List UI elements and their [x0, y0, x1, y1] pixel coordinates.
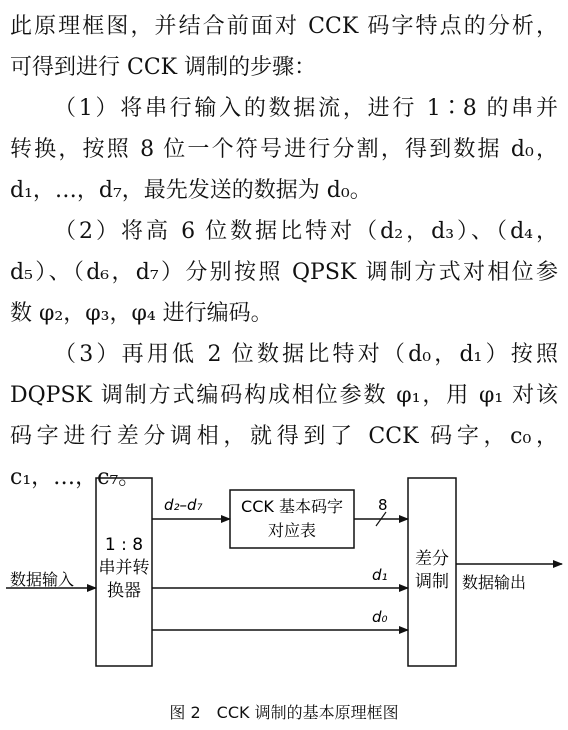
- text-line: d₅）、（d₆，d₇）分别按照 QPSK 调制方式对相位参: [10, 260, 558, 285]
- body-text: [10, 6, 558, 498]
- step-3-line: （3）再用低 2 位数据比特对（d₀，d₁）按照: [54, 342, 558, 367]
- converter-ratio-label: 1 : 8: [104, 535, 144, 555]
- d2-d7-label: d₂–d₇: [164, 496, 203, 514]
- text-line: 转换，按照 8 位一个符号进行分割，得到数据 d₀，: [10, 137, 558, 162]
- step-1-line: （1）将串行输入的数据流，进行 1∶8 的串并: [54, 96, 558, 121]
- d0-label: d₀: [372, 608, 388, 626]
- diff-label-line1: 差分: [415, 549, 449, 569]
- bus-width-label: 8: [378, 496, 388, 514]
- text-line: 数 φ₂，φ₃，φ₄ 进行编码。: [10, 301, 273, 326]
- table-label-line2: 对应表: [267, 521, 317, 540]
- table-label-line1: CCK 基本码字: [241, 497, 343, 516]
- diff-label-line2: 调制: [415, 572, 449, 592]
- text-line: 此原理框图，并结合前面对 CCK 码字特点的分析，: [10, 14, 558, 39]
- output-label: 数据输出: [462, 573, 527, 592]
- text-line: 可得到进行 CCK 调制的步骤：: [10, 55, 317, 80]
- step-2-line: （2）将高 6 位数据比特对（d₂，d₃）、（d₄，: [54, 219, 558, 244]
- input-label: 数据输入: [10, 570, 75, 589]
- figure-caption: 图 2 CCK 调制的基本原理框图: [169, 703, 399, 722]
- block-diagram: [0, 470, 568, 680]
- text-line: 码字进行差分调相，就得到了 CCK 码字，c₀，: [10, 424, 558, 449]
- text-line: DQPSK 调制方式编码构成相位参数 φ₁，用 φ₁ 对该: [10, 383, 558, 408]
- converter-label-line3: 换器: [107, 581, 141, 601]
- d1-label: d₁: [372, 566, 388, 584]
- text-line: d₁，…，d₇，最先发送的数据为 d₀。: [10, 178, 372, 203]
- text-line: c₁，…，c₇。: [10, 465, 141, 490]
- converter-label-line2: 串并转: [98, 558, 150, 578]
